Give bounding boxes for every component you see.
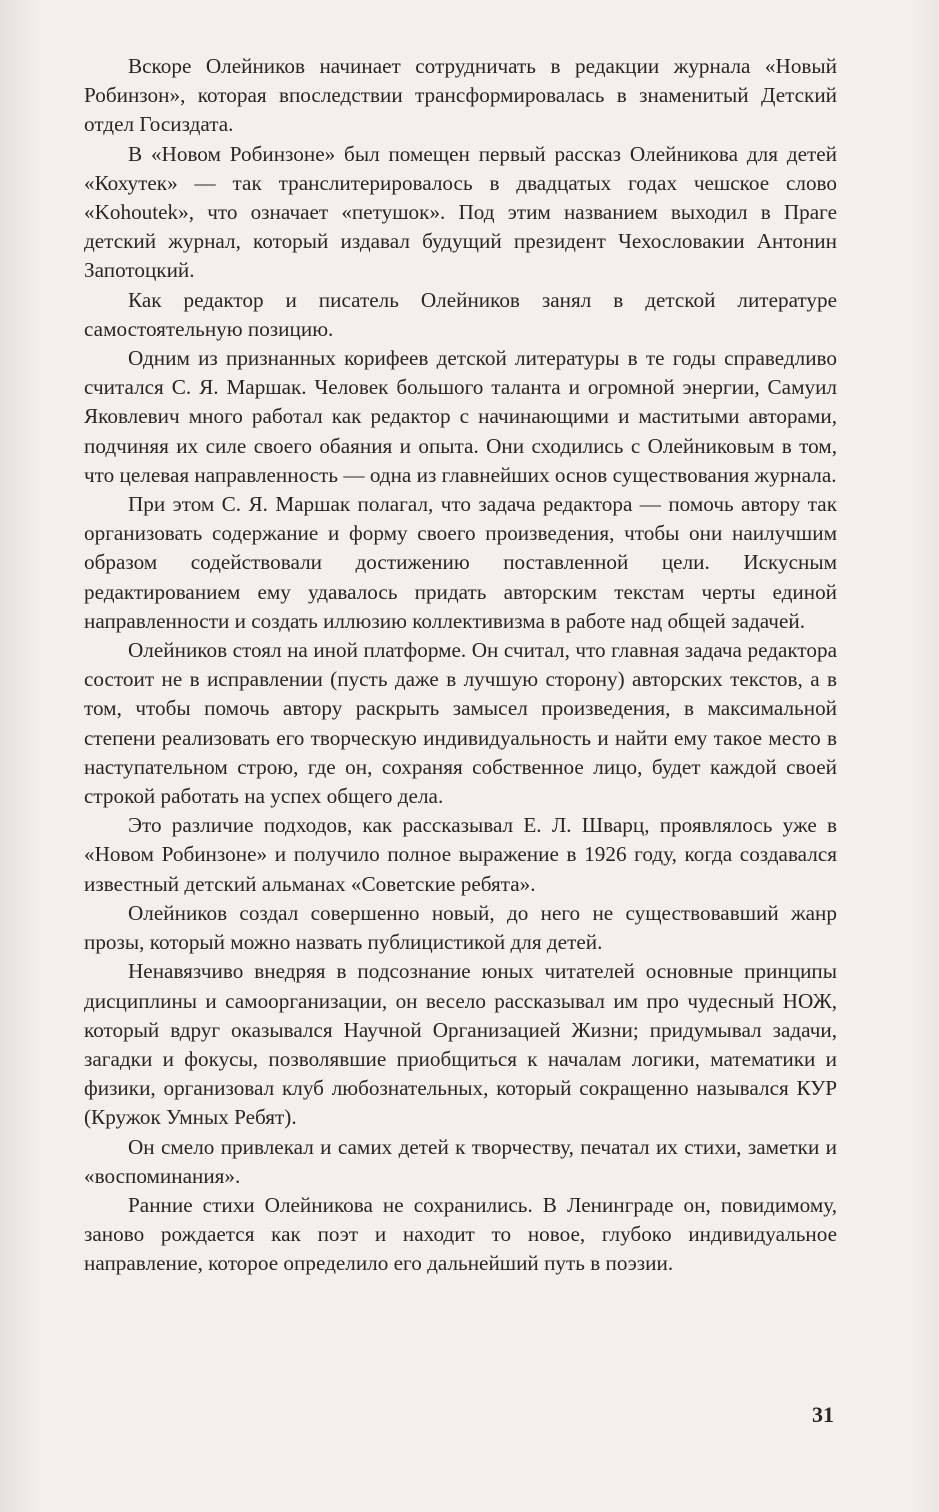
paragraph-4: Одним из признанных корифеев детской литературы в те годы справедливо считался С. Я. Маршак. Человек большого таланта и огромной энергии, Самуил Яковлевич много работал как редактор с начинающими и маститыми авторами, подчиняя их силе своего обаяния и опыта. Они сходились с Олейниковым в том, что целевая направленность — одна из главнейших основ существования журнала. xyxy=(84,346,837,487)
paragraph-9: Ненавязчиво внедряя в подсознание юных читателей основные принципы дисциплины и самоорганизации, он весело рассказывал им про чудесный НОЖ, который вдруг оказывался Научной Организацией Жизни; придумывал задачи, загадки и фокусы, позволявшие приобщиться к началам логики, математики и физики, организовал клуб любознательных, который сокращенно назывался КУР (Кружок Умных Ребят). xyxy=(84,959,837,1130)
page-number: 31 xyxy=(812,1402,834,1427)
body-text xyxy=(84,52,837,1279)
paragraph-1: Вскоре Олейников начинает сотрудничать в редакции журнала «Новый Робинзон», которая впоследствии трансформировалась в знаменитый Детский отдел Госиздата. xyxy=(84,54,837,137)
paragraph-2: В «Новом Робинзоне» был помещен первый рассказ Олейникова для детей «Кохутек» — так транслитерировалось в двадцатых годах чешское слово «Kohoutek», что означает «петушок». Под этим названием выходил в Праге детский журнал, который издавал будущий президент Чехословакии Антонин Запотоцкий. xyxy=(84,141,837,283)
paragraph-6: Олейников стоял на иной платформе. Он считал, что главная задача редактора состоит не в исправлении (пусть даже в лучшую сторону) авторских текстов, а в том, чтобы помочь автору раскрыть замысел произведения, в максимальной степени реализовать его творческую индивидуальность и найти ему такое место в наступательном строю, где он, сохраняя собственное лицо, будет каждой своей строкой работать на успех общего дела. xyxy=(84,638,837,809)
paragraph-5: При этом С. Я. Маршак полагал, что задача редактора — помочь автору так организовать содержание и форму своего произведения, чтобы они наилучшим образом содействовали достижению поставленной цели. Искусным редактированием ему удавалось придать авторским текстам черты единой направленности и создать иллюзию коллективизма в работе над общей задачей. xyxy=(84,492,837,633)
paragraph-8: Олейников создал совершенно новый, до него не существовавший жанр прозы, который можно назвать публицистикой для детей. xyxy=(84,900,837,955)
paragraph-11: Ранние стихи Олейникова не сохранились. В Ленинграде он, повидимому, заново рождается как поэт и находит то новое, глубоко индивидуальное направление, которое определило его дальнейший путь в поэзии. xyxy=(84,1192,837,1276)
paragraph-3: Как редактор и писатель Олейников занял в детской литературе самостоятельную позицию. xyxy=(84,287,837,341)
paragraph-7: Это различие подходов, как рассказывал Е. Л. Шварц, проявлялось уже в «Новом Робинзоне» и получило полное выражение в 1926 году, когда создавался известный детский альманах «Советские ребята». xyxy=(84,813,837,896)
paragraph-10: Он смело привлекал и самих детей к творчеству, печатал их стихи, заметки и «воспоминания». xyxy=(84,1134,837,1188)
